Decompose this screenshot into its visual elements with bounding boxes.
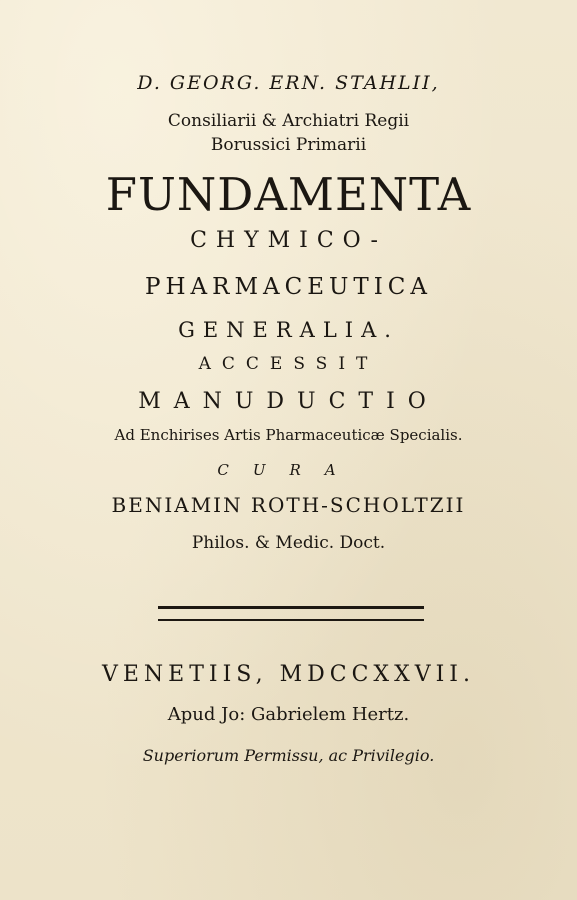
imprint-place-date: VENETIIS, MDCCXXVII. [101,662,475,687]
editor-name: BENIAMIN ROTH-SCHOLTZII [111,493,466,517]
book-title-line2: CHYMICO- [190,228,387,253]
editor-title: Philos. & Medic. Doct. [191,533,386,553]
book-title-line4: GENERALIA. [178,318,399,342]
author-name: D. GEORG. ERN. STAHLII, [137,72,440,94]
book-title: FUNDAMENTA [105,168,472,221]
book-title-line3: PHARMACEUTICA [144,274,433,300]
author-office-line2: Borussici Primarii [210,135,367,155]
ornamental-rule-bottom [158,619,424,621]
author-office-line1: Consiliarii & Archiatri Regii [167,111,410,131]
imprint-printer: Apud Jo: Gabrielem Hertz. [167,704,410,725]
cura-label: CURA [217,461,360,479]
imprint-permission: Superiorum Permissu, ac Privilegio. [142,746,435,765]
ornamental-rule-top [158,606,424,609]
manuductio-heading: MANUDUCTIO [138,389,439,414]
accessit-heading: ACCESSIT [198,354,379,374]
manuductio-subtitle: Ad Enchirises Artis Pharmaceuticæ Specialis. [114,426,463,444]
